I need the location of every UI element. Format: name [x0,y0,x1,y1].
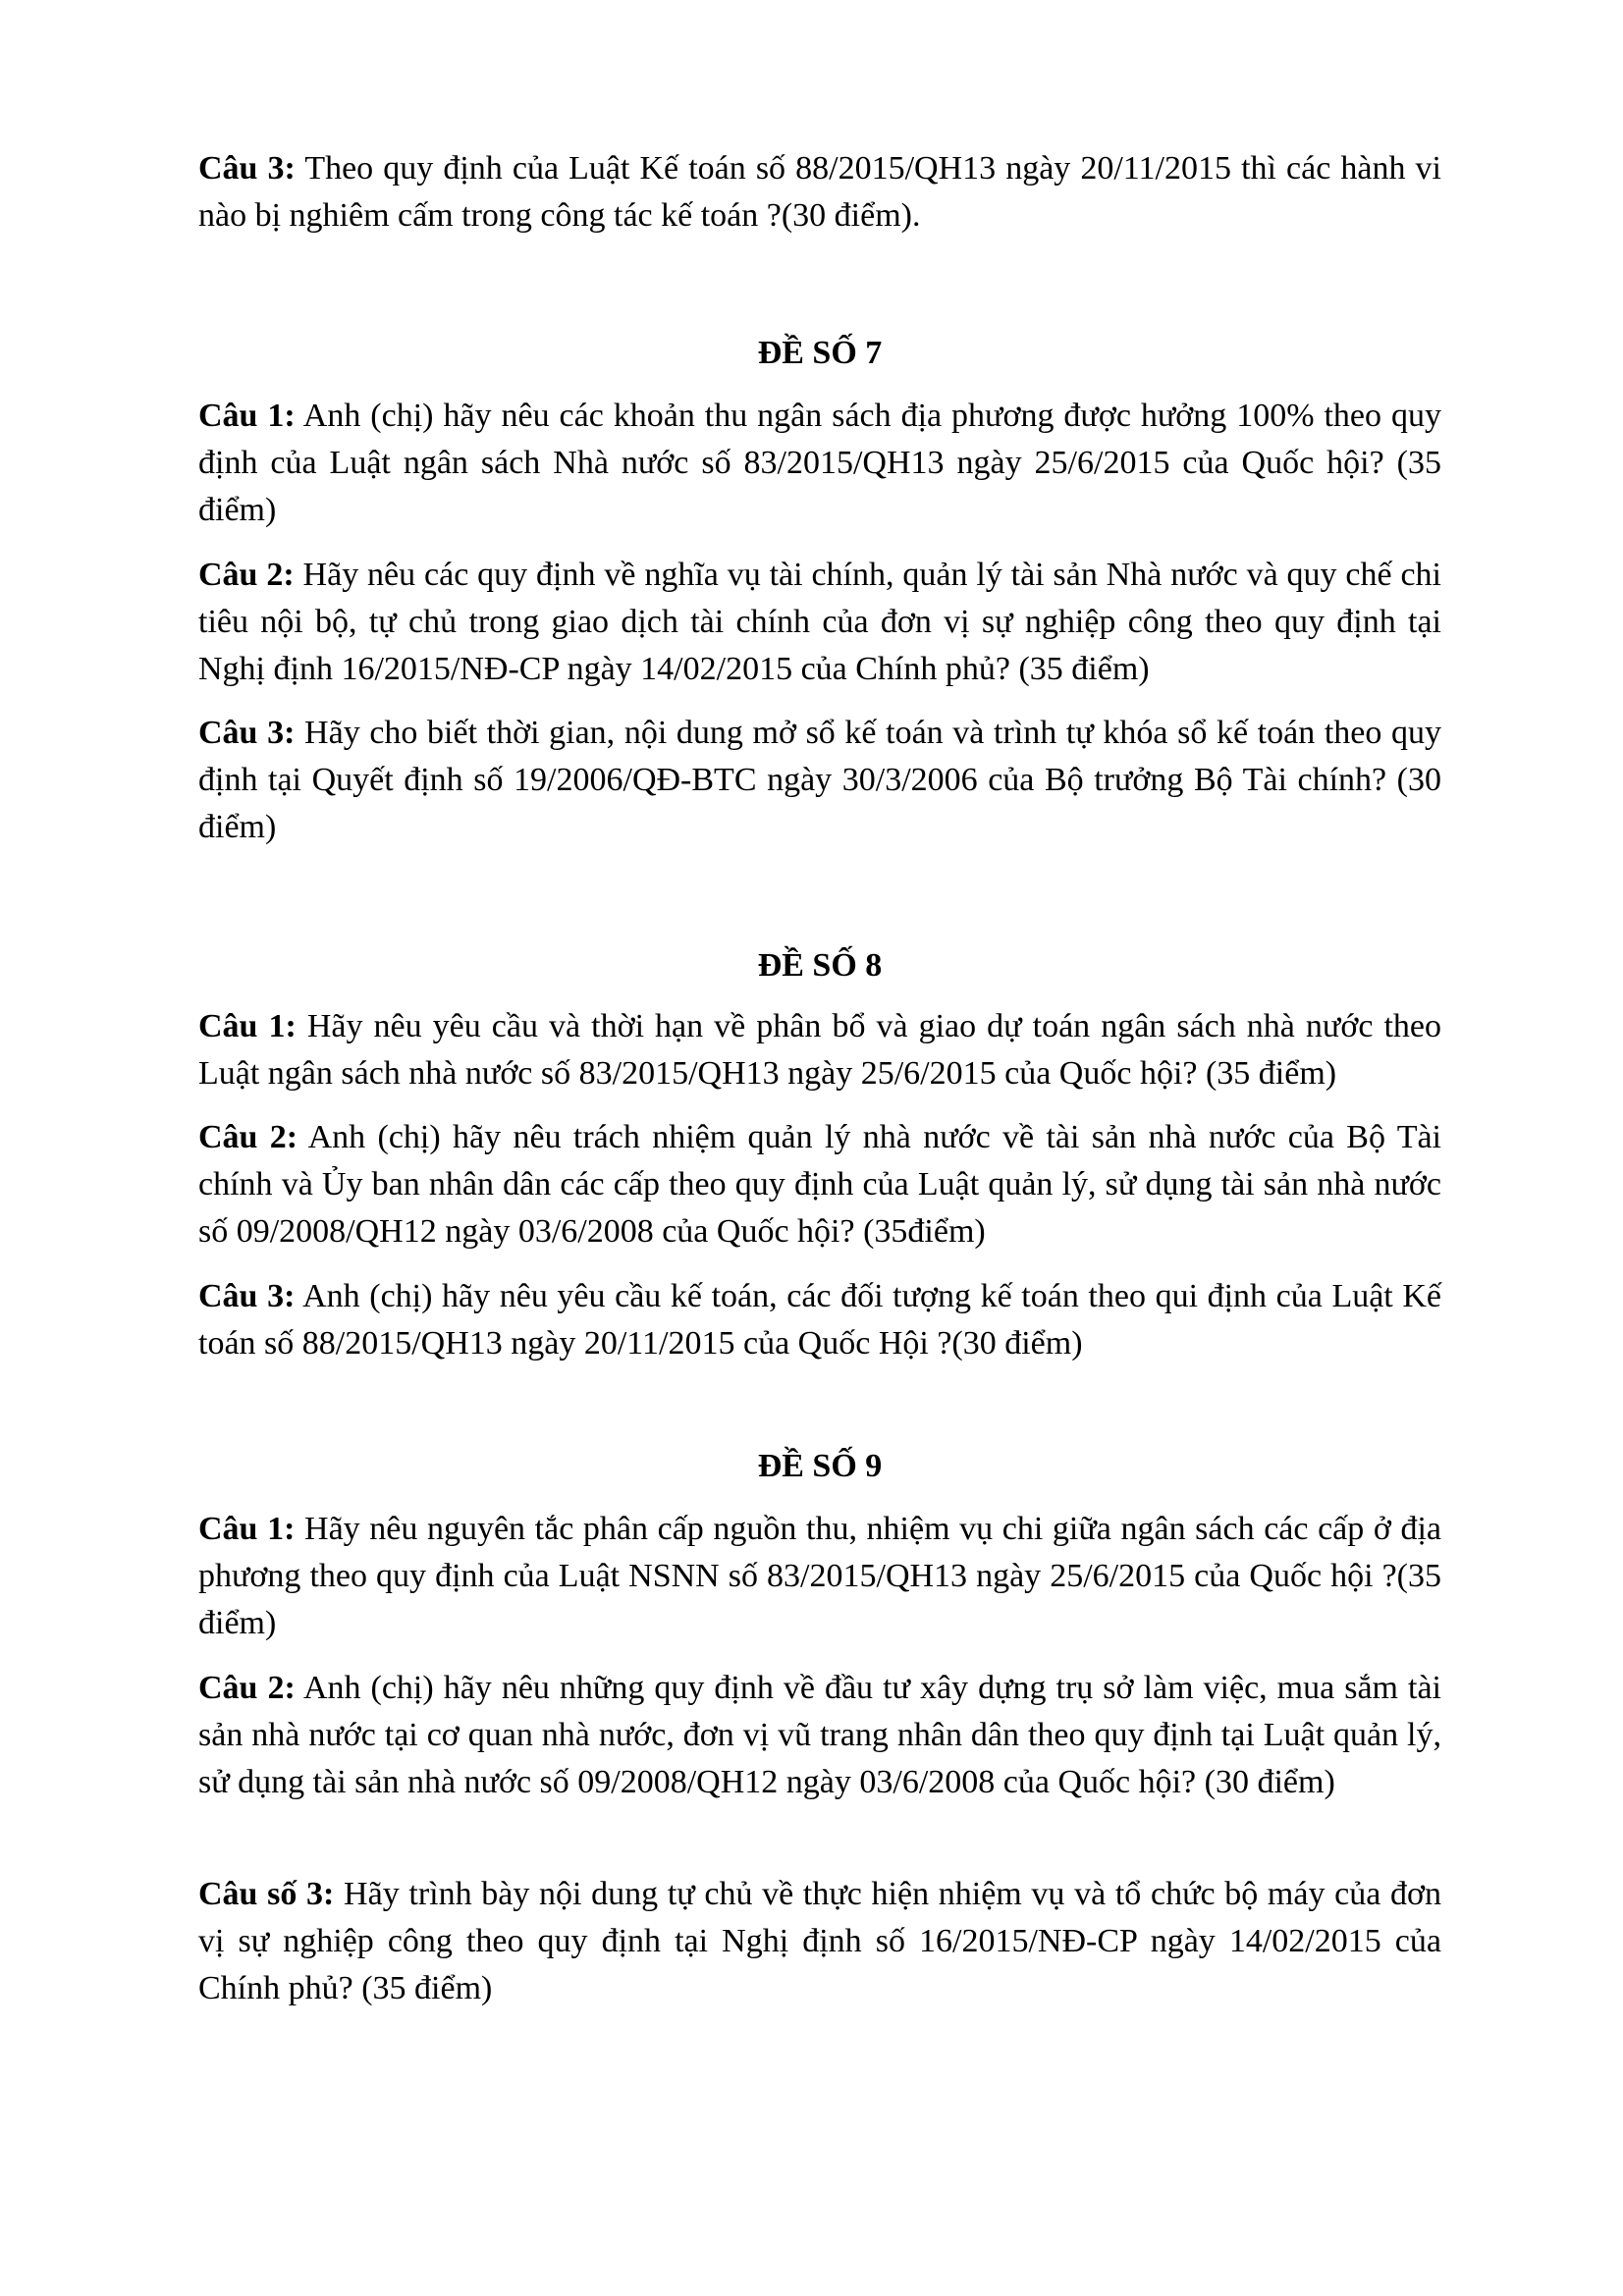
question-label: Câu 1: [198,398,296,434]
exam7-question-3 [198,710,1441,851]
question-label: Câu 3: [198,1278,296,1314]
question-text: Hãy cho biết thời gian, nội dung mở sổ kế toán và trình tự khóa sổ kế toán theo quy định tại Quyết định số 19/2006/QĐ-BTC ngày 30/3/2006 của Bộ trưởng Bộ Tài chính? (30 điểm) [198,715,1441,845]
question-text: Hãy nêu yêu cầu và thời hạn về phân bổ và giao dự toán ngân sách nhà nước theo Luật ngân sách nhà nước số 83/2015/QH13 ngày 25/6/2015 của Quốc hội? (35 điểm) [198,1008,1441,1092]
exam8-question-3 [198,1273,1441,1367]
exam8-question-2 [198,1114,1441,1255]
exam9-question-2 [198,1665,1441,1806]
exam7-question-1 [198,393,1441,534]
question-label: Câu 3: [198,150,296,187]
question-label: Câu 2: [198,1670,296,1706]
question-label: Câu số 3: [198,1876,335,1912]
question-label: Câu 1: [198,1008,297,1044]
exam7-question-2 [198,552,1441,693]
question-text: Hãy trình bày nội dung tự chủ về thực hiện nhiệm vụ và tổ chức bộ máy của đơn vị sự nghiệp công theo quy định tại Nghị định số 16/2015/NĐ-CP ngày 14/02/2015 của Chính phủ? (35 điểm) [198,1876,1441,2006]
question-text: Anh (chị) hãy nêu các khoản thu ngân sách địa phương được hưởng 100% theo quy định của Luật ngân sách Nhà nước số 83/2015/QH13 ngày 25/6/2015 của Quốc hội? (35 điểm) [198,398,1441,528]
question-label: Câu 1: [198,1511,296,1547]
exam8-question-1 [198,1003,1441,1097]
intro-question-3 [198,145,1441,240]
exam-title-8: ĐỀ SỐ 8 [757,947,883,984]
exam9-question-1 [198,1506,1441,1647]
question-text: Anh (chị) hãy nêu yêu cầu kế toán, các đối tượng kế toán theo qui định của Luật Kế toán số 88/2015/QH13 ngày 20/11/2015 của Quốc Hội ?(30 điểm) [198,1278,1441,1362]
question-text: Anh (chị) hãy nêu những quy định về đầu tư xây dựng trụ sở làm việc, mua sắm tài sản nhà nước tại cơ quan nhà nước, đơn vị vũ trang nhân dân theo quy định tại Luật quản lý, sử dụng tài sản nhà nước số 09/2008/QH12 ngày 03/6/2008 của Quốc hội? (30 điểm) [198,1670,1441,1800]
question-label: Câu 2: [198,557,295,593]
question-text: Theo quy định của Luật Kế toán số 88/2015/QH13 ngày 20/11/2015 thì các hành vi nào bị nghiêm cấm trong công tác kế toán ?(30 điểm). [198,150,1441,234]
question-text: Hãy nêu các quy định về nghĩa vụ tài chính, quản lý tài sản Nhà nước và quy chế chi tiêu nội bộ, tự chủ trong giao dịch tài chính của đơn vị sự nghiệp công theo quy định tại Nghị định 16/2015/NĐ-CP ngày 14/02/2015 của Chính phủ? (35 điểm) [198,557,1441,687]
exam-title-7: ĐỀ SỐ 7 [757,335,883,371]
exam-title-9: ĐỀ SỐ 9 [757,1448,883,1484]
question-text: Hãy nêu nguyên tắc phân cấp nguồn thu, nhiệm vụ chi giữa ngân sách các cấp ở địa phương theo quy định của Luật NSNN số 83/2015/QH13 ngày 25/6/2015 của Quốc hội ?(35 điểm) [198,1511,1441,1641]
question-label: Câu 2: [198,1119,298,1155]
question-label: Câu 3: [198,715,296,751]
question-text: Anh (chị) hãy nêu trách nhiệm quản lý nhà nước về tài sản nhà nước của Bộ Tài chính và Ủy ban nhân dân các cấp theo quy định của Luật quản lý, sử dụng tài sản nhà nước số 09/2008/QH12 ngày 03/6/2008 của Quốc hội? (35điểm) [198,1119,1441,1250]
exam9-question-3 [198,1871,1441,2012]
